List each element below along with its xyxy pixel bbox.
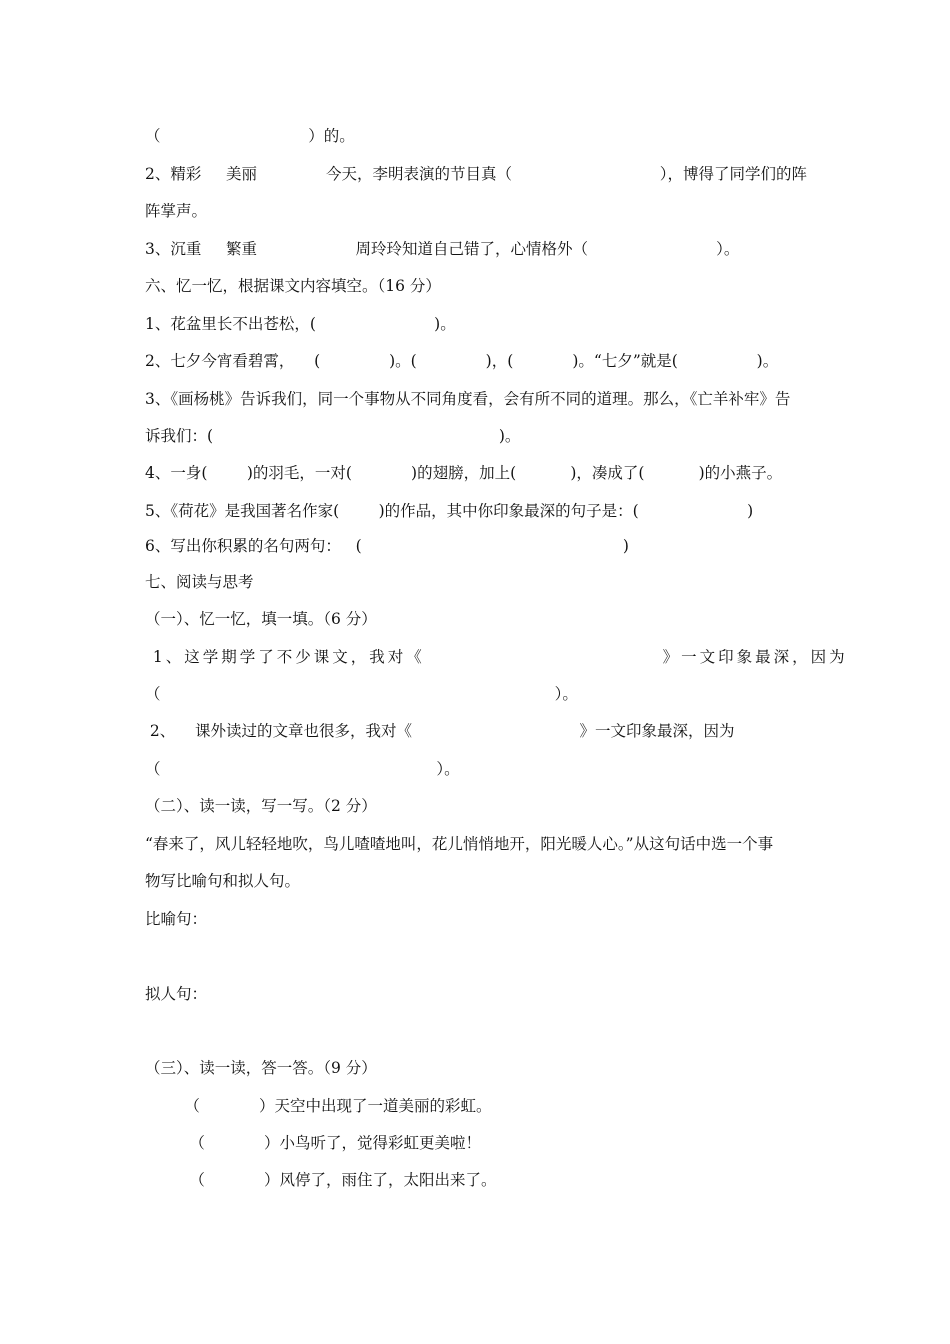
order-item-3: （ ）风停了，雨住了，太阳出来了。 — [145, 1171, 497, 1189]
recall-item-5: 5、《荷花》是我国著名作家( )的作品，其中你印象最深的句子是：( ) — [145, 502, 754, 520]
recall-item-1: 1、花盆里长不出苍松，( )。 — [145, 315, 456, 333]
subsection-2-heading: （二）、读一读，写一写。（2 分） — [145, 797, 377, 815]
section-6-heading: 六、忆一忆，根据课文内容填空。（16 分） — [145, 277, 441, 295]
recall-item-3-cont: 诉我们：( )。 — [145, 427, 521, 445]
recall-item-4: 4、一身( )的羽毛，一对( )的翅膀，加上( )，凑成了( )的小燕子。 — [145, 464, 783, 482]
word-choice-2: 2、精彩 美丽 今天，李明表演的节目真（ ），博得了同学们的阵 — [145, 165, 808, 183]
personification-label: 拟人句： — [145, 985, 208, 1003]
reading-item-2: 2、 课外读过的文章也很多，我对《 》一文印象最深，因为 — [145, 722, 735, 740]
reading-item-1-blank: （ ）。 — [145, 685, 578, 703]
subsection-1-heading: （一）、忆一忆，填一填。（6 分） — [145, 610, 377, 628]
order-item-2: （ ）小鸟听了，觉得彩虹更美啦！ — [145, 1134, 481, 1152]
section-7-heading: 七、阅读与思考 — [145, 573, 254, 591]
recall-item-6: 6、写出你积累的名句两句： ( ) — [145, 537, 629, 555]
blank-line-1: （ ）的。 — [145, 127, 355, 145]
quote-sentence: “春来了，风儿轻轻地吹，鸟儿喳喳地叫，花儿悄悄地开，阳光暖人心。”从这句话中选一个事 — [145, 835, 774, 853]
quote-sentence-cont: 物写比喻句和拟人句。 — [145, 872, 301, 890]
reading-item-2-blank: （ ）。 — [145, 760, 460, 778]
recall-item-3: 3、《画杨桃》告诉我们，同一个事物从不同角度看，会有所不同的道理。那么，《亡羊补牢》告 — [145, 390, 791, 408]
reading-item-1: 1、这学期学了不少课文，我对《 》一文印象最深，因为 — [145, 648, 848, 666]
word-choice-3: 3、沉重 繁重 周玲玲知道自己错了，心情格外（ ）。 — [145, 240, 740, 258]
word-choice-2-cont: 阵掌声。 — [145, 202, 208, 220]
recall-item-2: 2、七夕今宵看碧霄， ( )。( )，( )。“七夕”就是( )。 — [145, 352, 779, 370]
order-item-1: （ ）天空中出现了一道美丽的彩虹。 — [145, 1097, 492, 1115]
simile-label: 比喻句： — [145, 910, 208, 928]
subsection-3-heading: （三）、读一读，答一答。（9 分） — [145, 1059, 377, 1077]
